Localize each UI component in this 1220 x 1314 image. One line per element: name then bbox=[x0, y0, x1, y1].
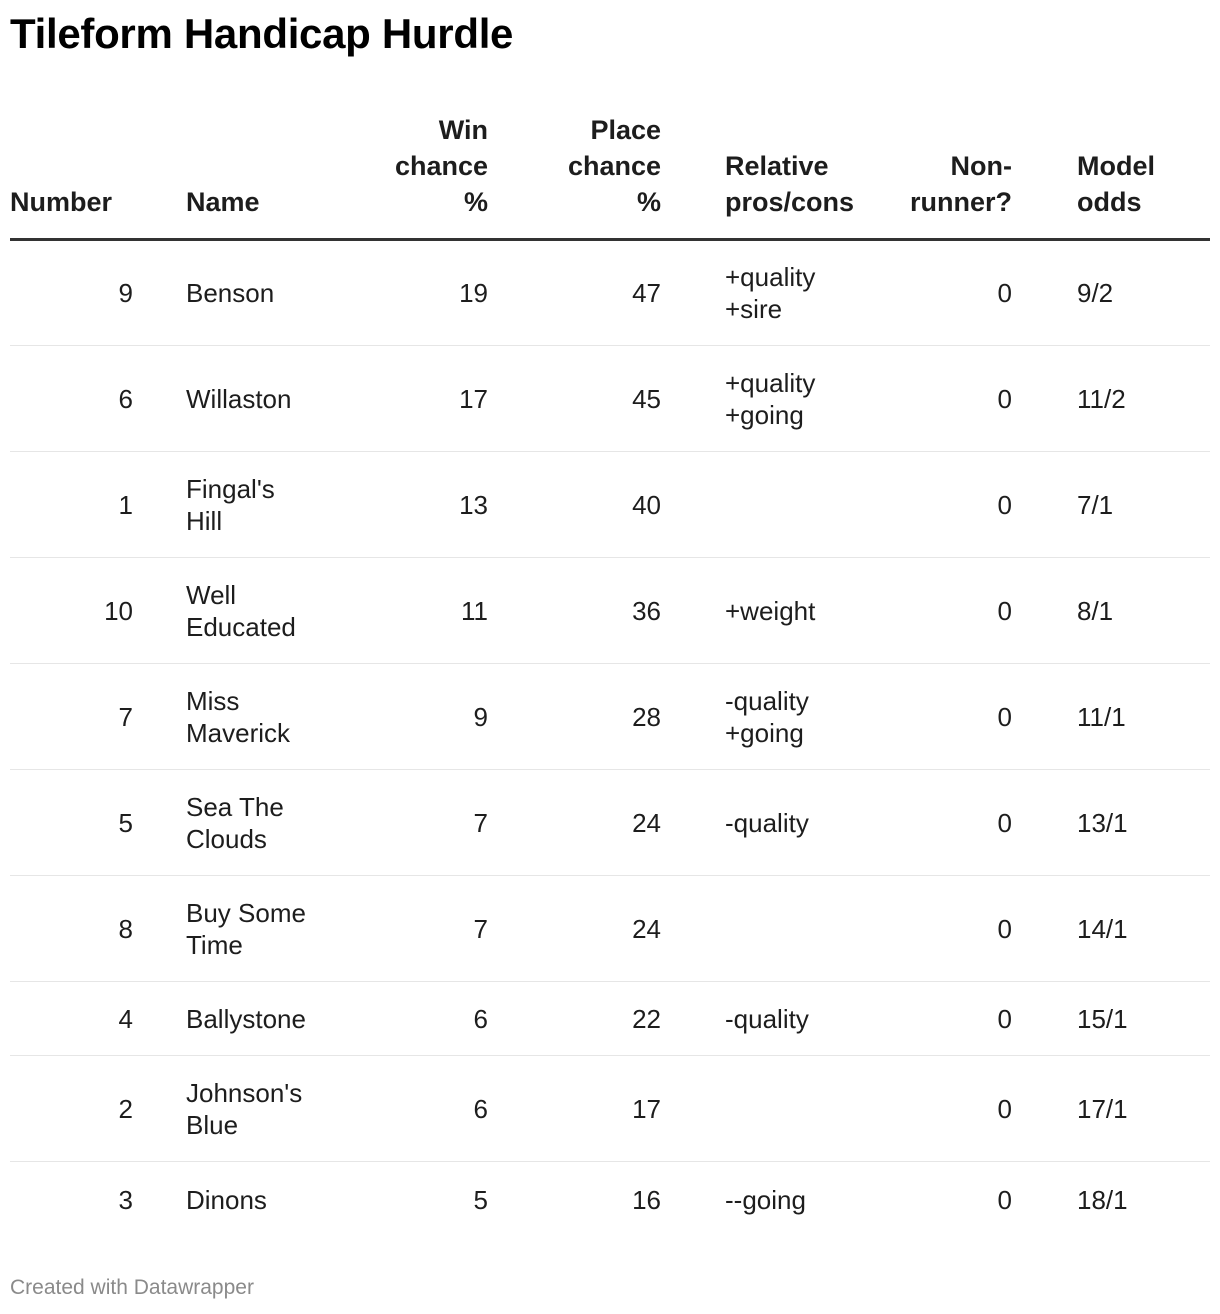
cell-model-odds: 8/1 bbox=[1012, 558, 1210, 664]
cell-place-chance: 24 bbox=[488, 770, 661, 876]
table-row bbox=[10, 770, 1210, 876]
relative-line: -quality bbox=[725, 807, 809, 838]
cell-number: 7 bbox=[10, 664, 186, 770]
cell-relative bbox=[661, 982, 825, 1056]
cell-win-chance: 19 bbox=[338, 240, 488, 346]
cell-number: 2 bbox=[10, 1056, 186, 1162]
header-relative-pros-cons bbox=[661, 112, 855, 240]
cell-non-runner: 0 bbox=[825, 1056, 1012, 1162]
header-place-chance bbox=[488, 112, 661, 240]
name-line: Maverick bbox=[186, 717, 291, 748]
table-row bbox=[10, 982, 1210, 1056]
cell-relative bbox=[661, 770, 825, 876]
name-line: Time bbox=[186, 929, 243, 960]
cell-model-odds: 15/1 bbox=[1012, 982, 1210, 1056]
cell-name bbox=[186, 1056, 338, 1162]
header-label-line: chance bbox=[567, 151, 661, 181]
header-non-runner bbox=[825, 112, 1012, 240]
relative-line: +quality bbox=[725, 262, 816, 292]
cell-number: 4 bbox=[10, 982, 186, 1056]
name-line: Sea The bbox=[186, 791, 284, 822]
cell-model-odds: 18/1 bbox=[1077, 1184, 1128, 1215]
cell-win-chance: 7 bbox=[338, 770, 488, 876]
cell-number: 8 bbox=[10, 876, 186, 982]
header-win-chance bbox=[338, 112, 488, 240]
cell-model-odds: 7/1 bbox=[1012, 452, 1210, 558]
cell-model-odds: 11/2 bbox=[1012, 346, 1210, 452]
footer-credit: Created with Datawrapper bbox=[10, 1276, 254, 1299]
name-line: Dinons bbox=[186, 1184, 267, 1215]
cell-non-runner: 0 bbox=[825, 240, 1012, 346]
cell-non-runner: 0 bbox=[825, 664, 1012, 770]
cell-relative bbox=[661, 346, 825, 452]
cell-non-runner: 0 bbox=[997, 1184, 1012, 1215]
header-label-line: Relative bbox=[725, 151, 829, 181]
name-line: Benson bbox=[186, 278, 275, 308]
cell-name bbox=[186, 240, 338, 346]
name-line: Miss bbox=[186, 685, 240, 716]
header-number bbox=[10, 112, 186, 240]
relative-line: --going bbox=[725, 1184, 806, 1215]
relative-line: +going bbox=[725, 399, 804, 430]
cell-place-chance: 40 bbox=[488, 452, 661, 558]
cell-number: 6 bbox=[10, 346, 186, 452]
cell-relative bbox=[661, 452, 825, 558]
header-label-line: Place bbox=[590, 115, 661, 145]
cell-model-odds: 9/2 bbox=[1012, 240, 1210, 346]
name-line: Buy Some bbox=[186, 897, 306, 928]
cell-place-chance: 24 bbox=[488, 876, 661, 982]
cell-non-runner: 0 bbox=[825, 558, 1012, 664]
name-line: Clouds bbox=[186, 823, 267, 854]
cell-name bbox=[186, 558, 338, 664]
cell-model-odds: 11/1 bbox=[1012, 664, 1210, 770]
cell-place-chance: 36 bbox=[488, 558, 661, 664]
cell-relative bbox=[661, 1162, 825, 1238]
cell-model-odds: 17/1 bbox=[1012, 1056, 1210, 1162]
name-line: Willaston bbox=[186, 383, 292, 414]
cell-non-runner: 0 bbox=[825, 770, 1012, 876]
table-row bbox=[10, 346, 1210, 452]
cell-win-chance: 17 bbox=[338, 346, 488, 452]
header-label-line: % bbox=[636, 187, 661, 217]
relative-line: +quality bbox=[725, 367, 816, 398]
cell-win-chance: 5 bbox=[473, 1184, 488, 1215]
cell-name bbox=[186, 346, 338, 452]
cell-model-odds: 13/1 bbox=[1012, 770, 1210, 876]
table-row bbox=[10, 1056, 1210, 1162]
relative-line: -quality bbox=[725, 1003, 809, 1034]
table-row bbox=[10, 558, 1210, 664]
header-label-line: runner? bbox=[909, 187, 1012, 217]
name-line: Fingal's bbox=[186, 473, 275, 504]
cell-number: 10 bbox=[10, 558, 186, 664]
page-title: Tileform Handicap Hurdle bbox=[10, 10, 514, 57]
table-row bbox=[10, 240, 1210, 346]
cell-name bbox=[186, 1162, 338, 1238]
cell-name bbox=[186, 982, 338, 1056]
name-line: Ballystone bbox=[186, 1003, 306, 1034]
cell-relative bbox=[661, 558, 825, 664]
cell-win-chance: 13 bbox=[338, 452, 488, 558]
header-label-line: Non- bbox=[950, 151, 1012, 181]
relative-line: +going bbox=[725, 717, 804, 748]
cell-win-chance: 6 bbox=[338, 982, 488, 1056]
table-body bbox=[10, 240, 1210, 1238]
cell-relative bbox=[661, 876, 825, 982]
name-line: Johnson's bbox=[186, 1077, 303, 1108]
cell-win-chance: 7 bbox=[338, 876, 488, 982]
header-label-line: Model bbox=[1077, 151, 1155, 181]
cell-place-chance: 17 bbox=[488, 1056, 661, 1162]
relative-line: -quality bbox=[725, 685, 809, 716]
cell-non-runner: 0 bbox=[825, 452, 1012, 558]
header-name bbox=[186, 112, 338, 240]
table-row bbox=[10, 452, 1210, 558]
name-line: Well bbox=[186, 579, 237, 610]
header-model-odds bbox=[1012, 112, 1210, 240]
cell-place-chance: 28 bbox=[488, 664, 661, 770]
cell-win-chance: 9 bbox=[338, 664, 488, 770]
header-label-line: pros/cons bbox=[725, 187, 855, 217]
race-table bbox=[10, 112, 1210, 1238]
cell-relative bbox=[661, 664, 825, 770]
cell-model-odds: 14/1 bbox=[1012, 876, 1210, 982]
relative-line: +sire bbox=[725, 294, 783, 324]
cell-name bbox=[186, 770, 338, 876]
cell-non-runner: 0 bbox=[825, 982, 1012, 1056]
name-line: Hill bbox=[186, 505, 223, 536]
cell-non-runner: 0 bbox=[825, 346, 1012, 452]
cell-place-chance: 16 bbox=[632, 1184, 661, 1215]
name-line: Educated bbox=[186, 611, 296, 642]
header-label-line: % bbox=[463, 187, 488, 217]
cell-non-runner: 0 bbox=[825, 876, 1012, 982]
table-row bbox=[10, 876, 1210, 982]
cell-name bbox=[186, 452, 338, 558]
table-row bbox=[10, 664, 1210, 770]
relative-line: +weight bbox=[725, 595, 816, 626]
name-line: Blue bbox=[186, 1109, 239, 1140]
cell-number: 5 bbox=[10, 770, 186, 876]
header-label-line: odds bbox=[1077, 187, 1142, 217]
table-header-row bbox=[10, 112, 1210, 240]
header-label-line: chance bbox=[394, 151, 488, 181]
header-label-line: Name bbox=[186, 187, 260, 217]
cell-name bbox=[186, 664, 338, 770]
cell-win-chance: 6 bbox=[338, 1056, 488, 1162]
cell-number: 9 bbox=[10, 240, 186, 346]
cell-win-chance: 11 bbox=[338, 558, 488, 664]
header-label-line: Win bbox=[438, 115, 488, 145]
cell-number: 3 bbox=[118, 1184, 133, 1215]
cell-relative bbox=[661, 1056, 825, 1162]
cell-place-chance: 45 bbox=[488, 346, 661, 452]
header-label-line: Number bbox=[10, 187, 113, 217]
cell-place-chance: 47 bbox=[488, 240, 661, 346]
cell-place-chance: 22 bbox=[488, 982, 661, 1056]
cell-number: 1 bbox=[10, 452, 186, 558]
cell-relative bbox=[661, 240, 825, 346]
cell-name bbox=[186, 876, 338, 982]
table-row bbox=[10, 1162, 1210, 1238]
